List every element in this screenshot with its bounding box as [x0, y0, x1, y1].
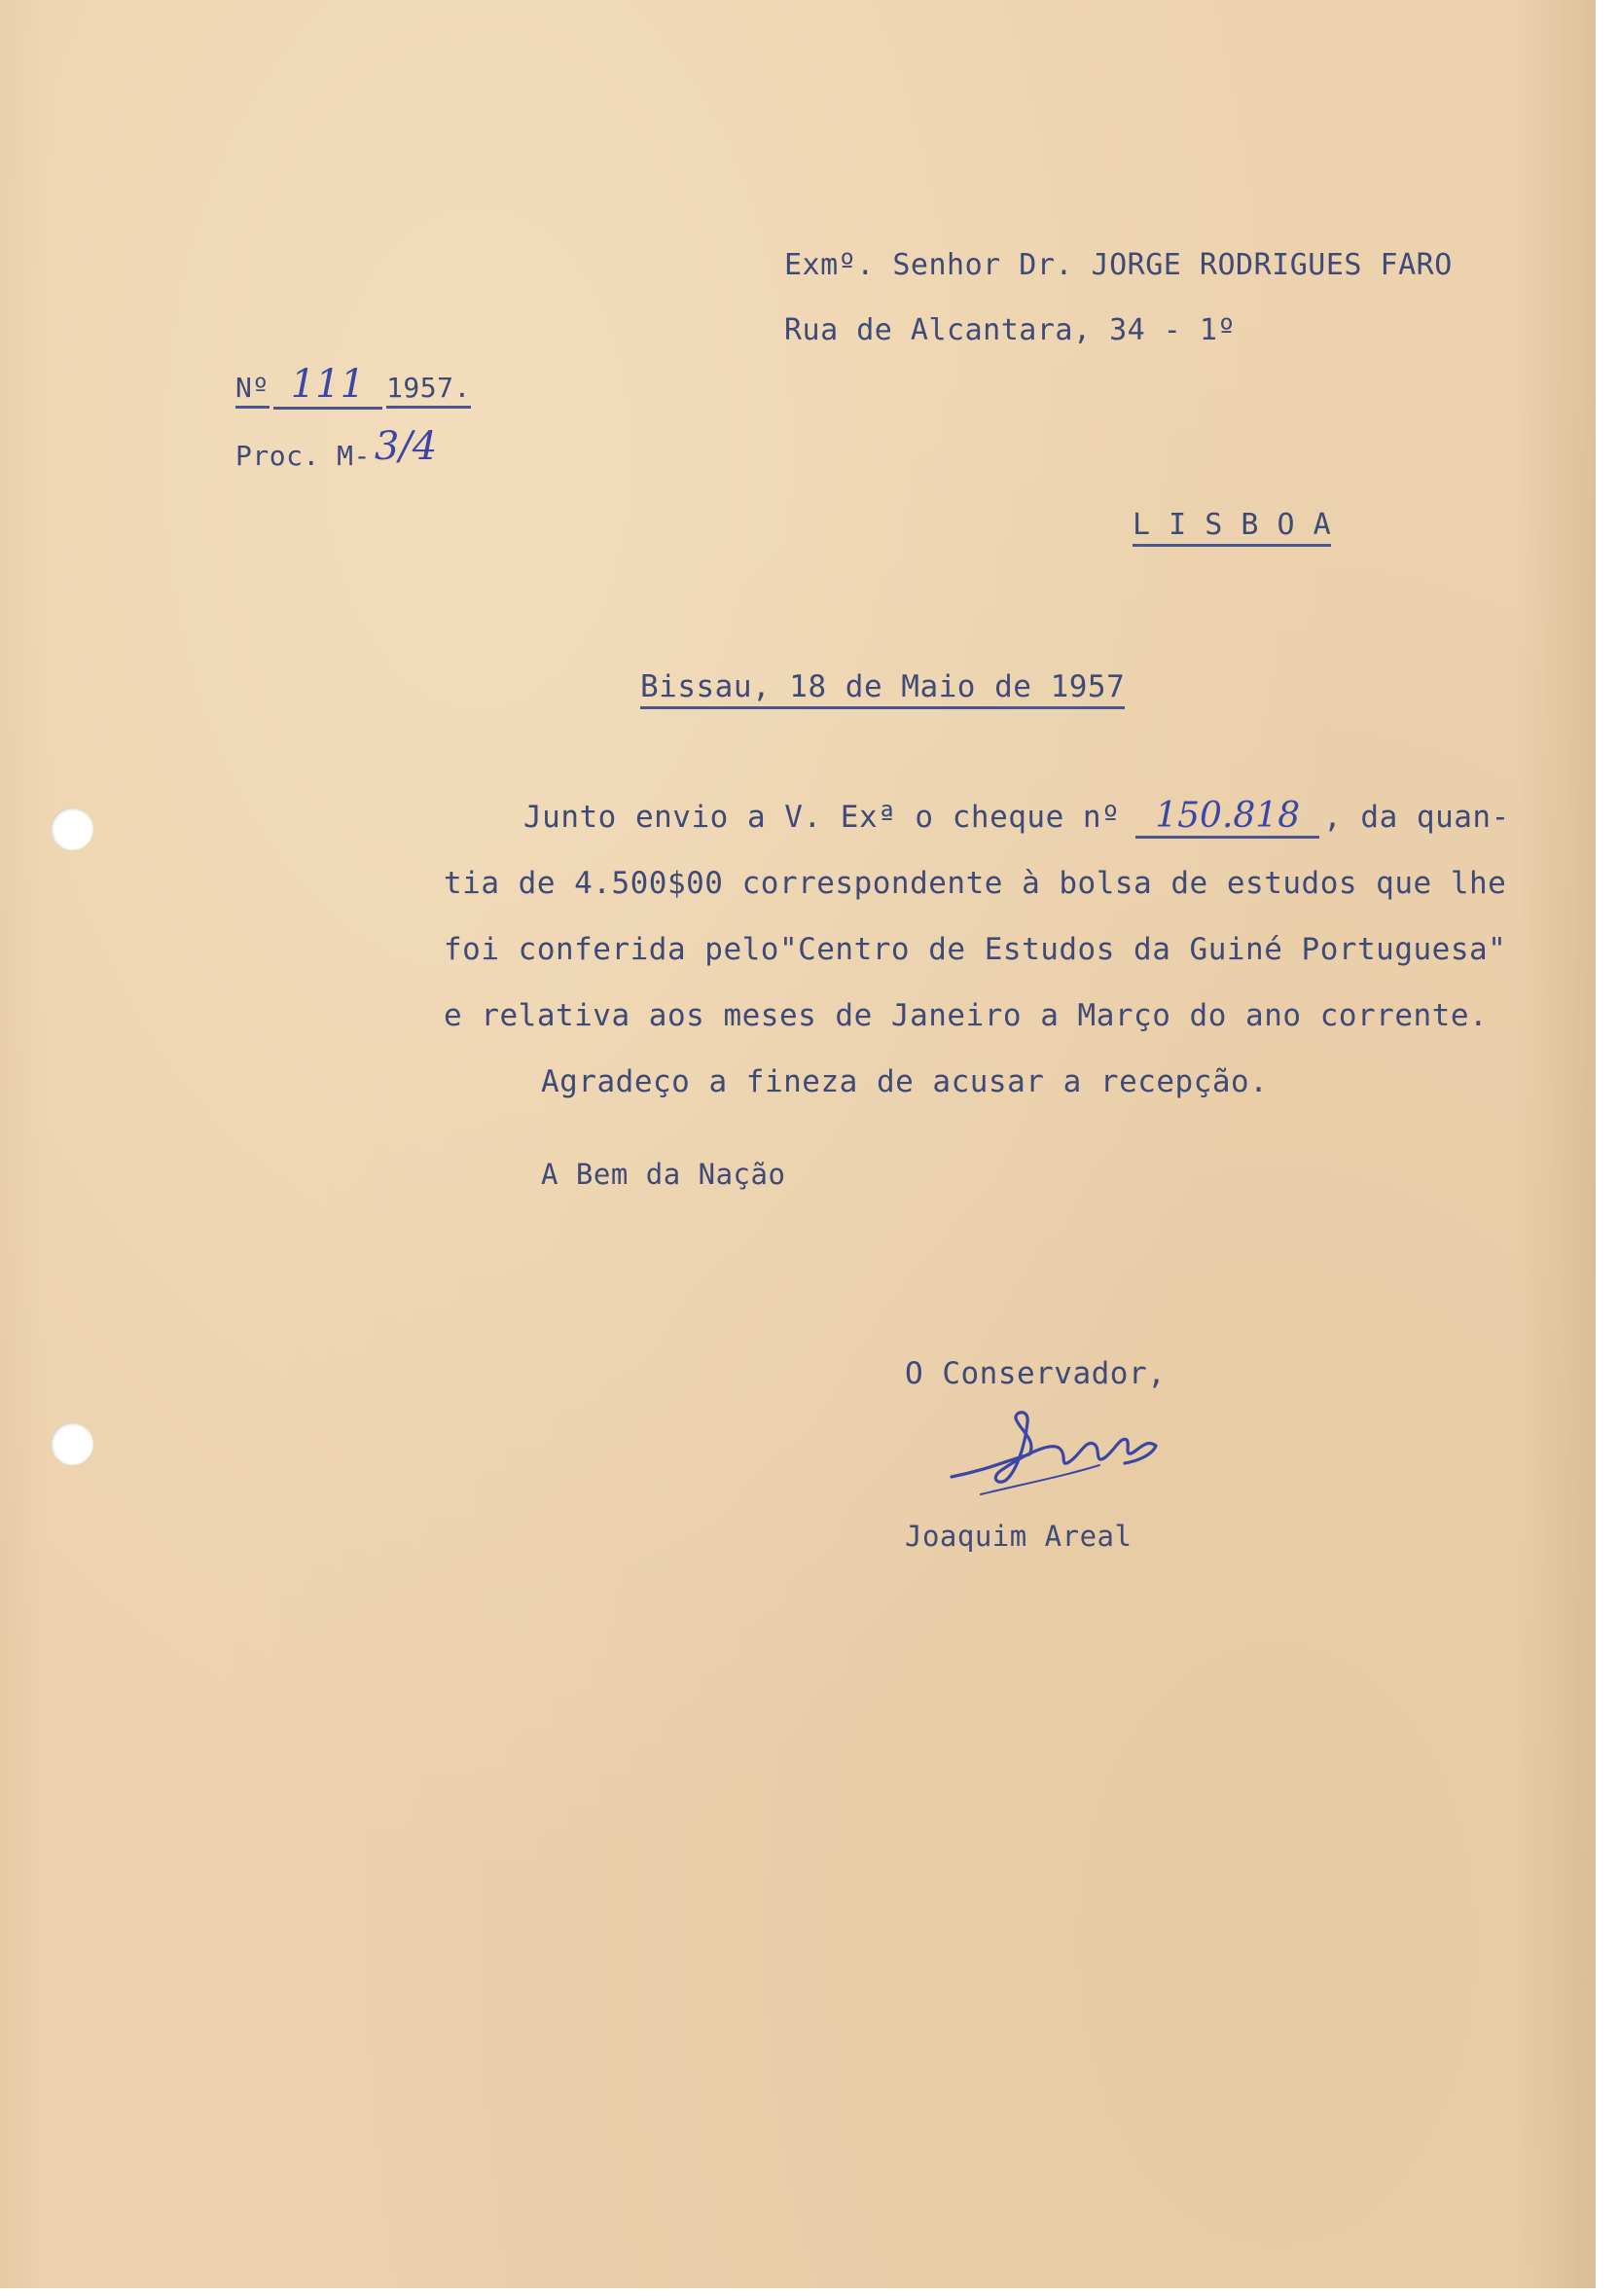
body-line-5: Agradeço a fineza de acusar a recepção. — [541, 1064, 1269, 1099]
signer-title: O Conservador, — [905, 1356, 1167, 1391]
process-prefix: Proc. M- — [235, 440, 371, 472]
punch-hole-top — [51, 807, 93, 850]
city-heading: L I S B O A — [1133, 508, 1331, 547]
closing-salutation: A Bem da Nação — [541, 1158, 786, 1191]
signature-stroke-underline — [981, 1465, 1099, 1494]
place-date: Bissau, 18 de Maio de 1957 — [640, 669, 1125, 709]
signer-name: Joaquim Areal — [905, 1520, 1133, 1553]
page-margin — [1596, 0, 1619, 2296]
reference-number — [235, 362, 471, 407]
reference-number-handwritten: 111 — [273, 362, 382, 410]
cheque-number-handwritten: 150.818 — [1135, 796, 1319, 839]
body-line-1-end: , da quan- — [1323, 800, 1510, 835]
punch-hole-bottom — [51, 1422, 93, 1465]
body-line-3: foi conferida pelo"Centro de Estudos da Guiné Portuguesa" — [444, 932, 1507, 967]
body-line-1-start: Junto envio a V. Exª o cheque nº — [523, 800, 1121, 835]
address-line: Rua de Alcantara, 34 - 1º — [784, 313, 1237, 347]
addressee-line: Exmº. Senhor Dr. JORGE RODRIGUES FARO — [784, 248, 1453, 282]
body-line-4: e relativa aos meses de Janeiro a Março do ano corrente. — [444, 998, 1489, 1033]
process-handwritten: 3/4 — [374, 424, 438, 469]
handwritten-signature — [922, 1401, 1175, 1508]
reference-number-prefix: Nº — [235, 372, 270, 409]
body-line-1 — [523, 796, 1510, 836]
body-line-2: tia de 4.500$00 correspondente à bolsa de estudos que lhe — [444, 866, 1507, 901]
signature-stroke-main — [952, 1413, 1156, 1483]
process-reference — [235, 424, 438, 475]
reference-number-year: 1957. — [386, 372, 471, 409]
